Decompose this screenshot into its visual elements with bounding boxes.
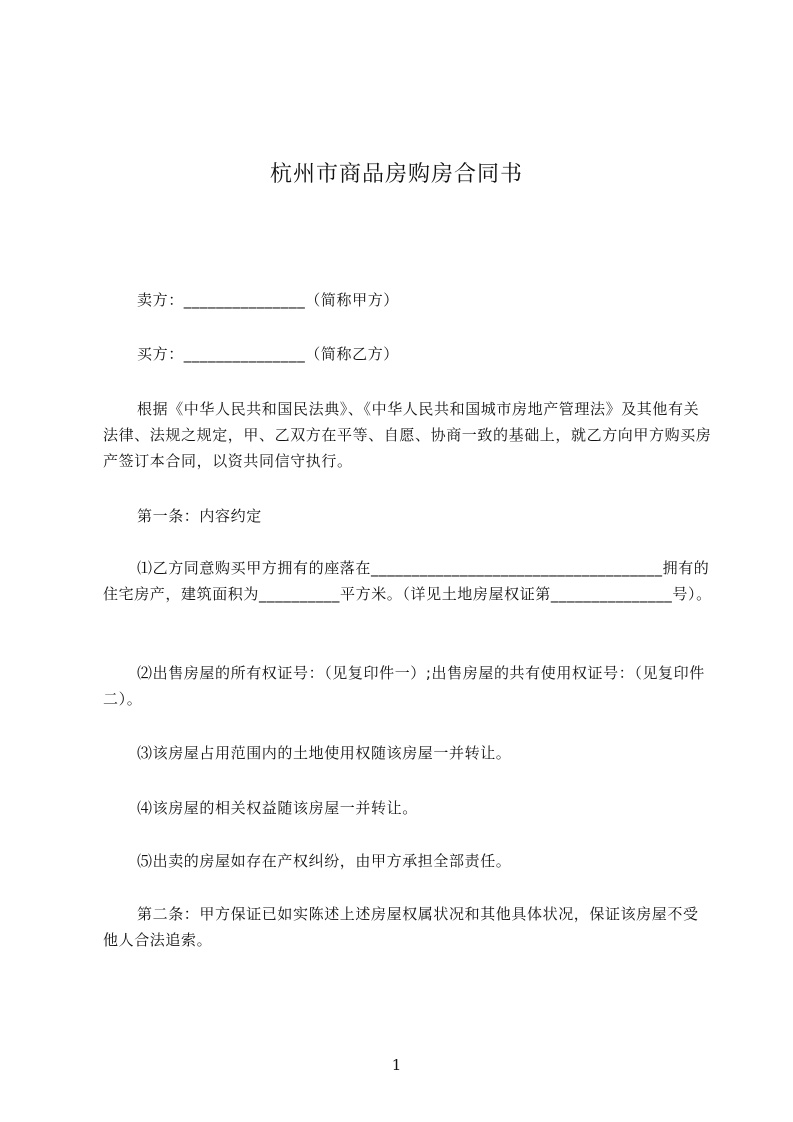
buyer-line: 买方：_______________（简称乙方）	[137, 345, 399, 363]
clause-4: ⑷该房屋的相关权益随该房屋一并转让。	[137, 799, 418, 817]
article-2-paragraph: 第二条：甲方保证已如实陈述上述房屋权属状况和其他具体状况，保证该房屋不受他人合法追索。	[103, 905, 699, 949]
article-1-heading: 第一条：内容约定	[137, 507, 262, 525]
page-number: 1	[391, 1056, 402, 1074]
preamble-paragraph: 根据《中华人民共和国民法典》、《中华人民共和国城市房地产管理法》及其他有关法律、法规之规定，甲、乙双方在平等、自愿、协商一致的基础上，就乙方向甲方购买房产签订本合同，以资共同信守执行。	[103, 400, 712, 470]
clause-1: ⑴乙方同意购买甲方拥有的座落在____________________________________拥有的住宅房产，建筑面积为__________平方米。（详见土地房屋权证第_______________号）。	[103, 559, 712, 603]
seller-line: 卖方：_______________（简称甲方）	[137, 291, 399, 309]
clause-2: ⑵出售房屋的所有权证号：（见复印件一）;出售房屋的共有使用权证号：（见复印件二）。	[103, 664, 705, 708]
clause-5: ⑸出卖的房屋如存在产权纠纷，由甲方承担全部责任。	[137, 852, 512, 870]
document-title: 杭州市商品房购房合同书	[269, 161, 523, 187]
clause-3: ⑶该房屋占用范围内的土地使用权随该房屋一并转让。	[137, 744, 512, 762]
